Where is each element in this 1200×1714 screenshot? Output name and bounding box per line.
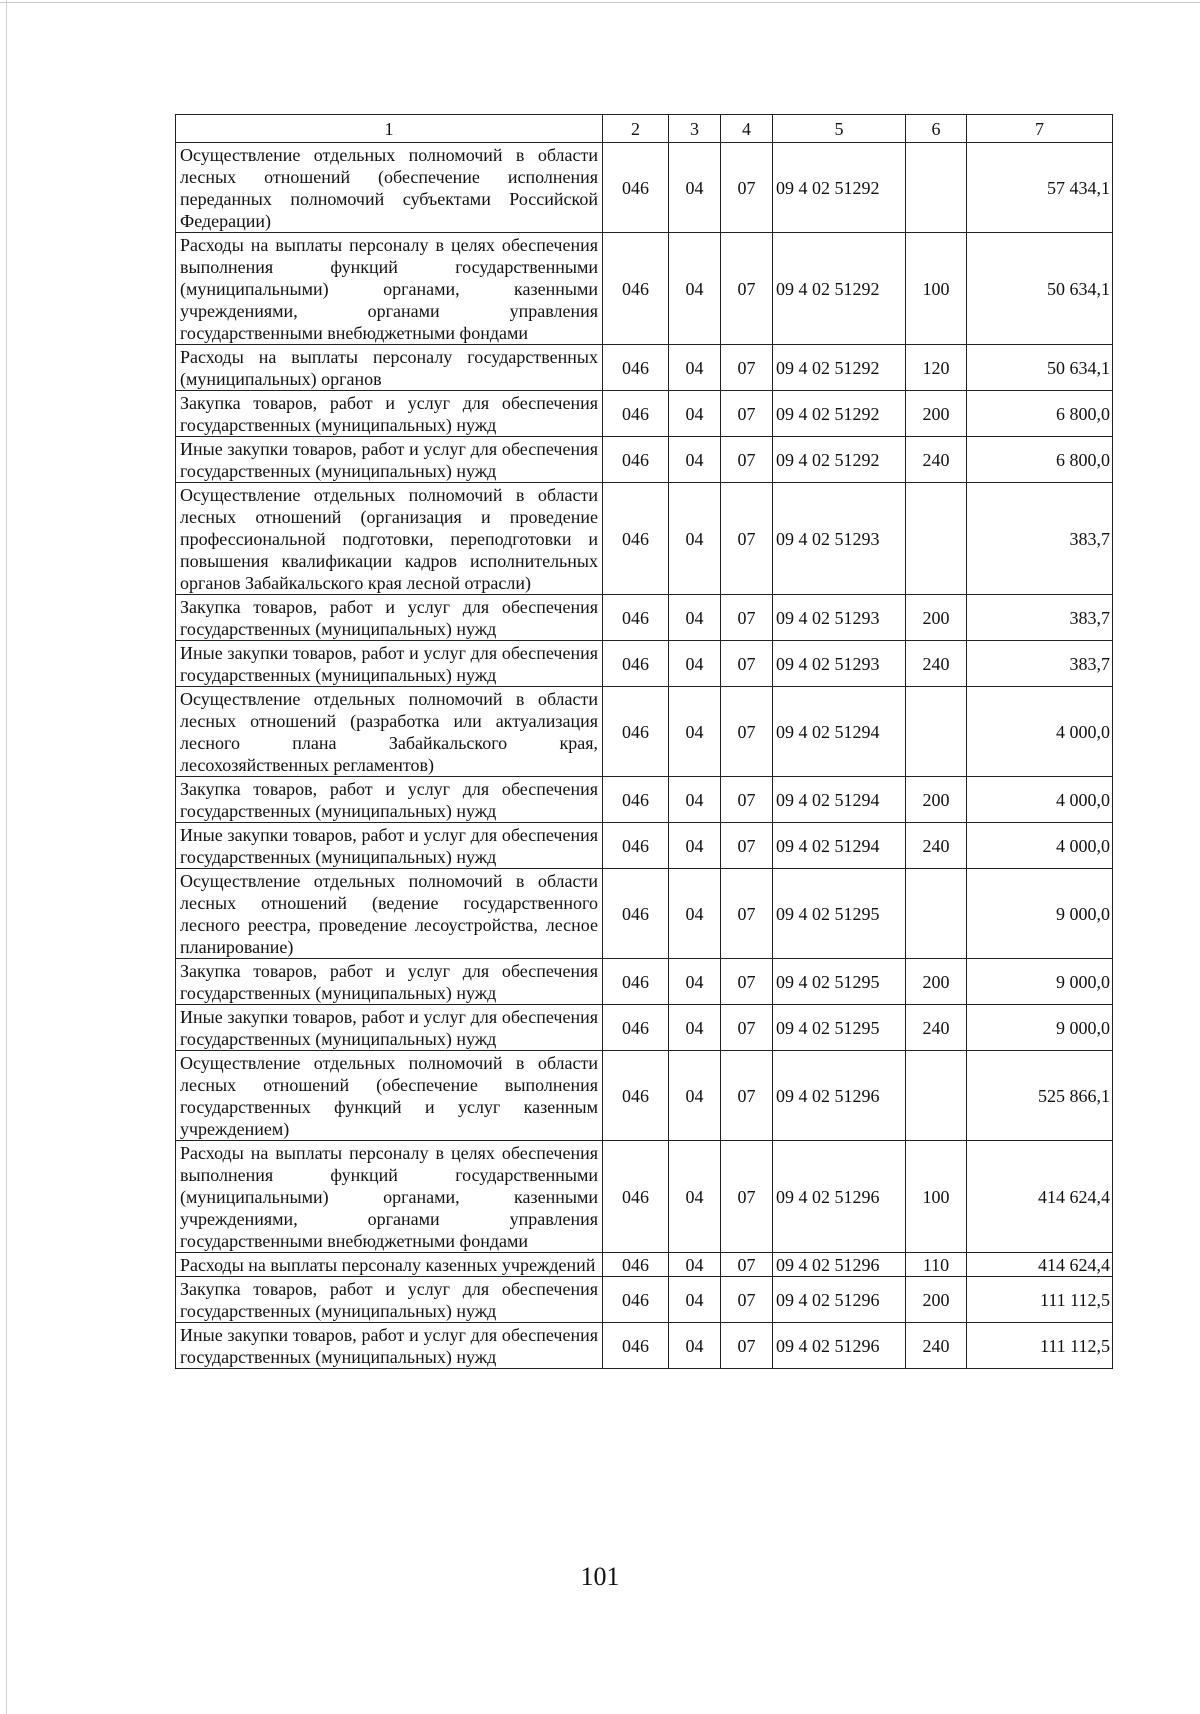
ministry-code-cell: 046 <box>603 777 669 823</box>
target-article-cell: 09 4 02 51296 <box>773 1141 906 1253</box>
section-code-cell: 04 <box>669 1141 721 1253</box>
target-article-cell: 09 4 02 51294 <box>773 687 906 777</box>
section-code-cell: 04 <box>669 869 721 959</box>
expense-type-cell: 240 <box>906 641 967 687</box>
subsection-code-cell: 07 <box>721 595 773 641</box>
amount-cell: 6 800,0 <box>967 391 1113 437</box>
amount-cell: 414 624,4 <box>967 1141 1113 1253</box>
expense-name-cell: Осуществление отдельных полномочий в области лесных отношений (разработка или актуализация лесного плана Забайкальского края, лесохозяйственных регламентов) <box>176 687 603 777</box>
expense-type-cell: 200 <box>906 959 967 1005</box>
section-code-cell: 04 <box>669 777 721 823</box>
expense-type-cell <box>906 687 967 777</box>
section-code-cell: 04 <box>669 233 721 345</box>
amount-cell: 525 866,1 <box>967 1051 1113 1141</box>
header-col-6: 6 <box>906 115 967 143</box>
table-row <box>176 1005 1113 1051</box>
expense-type-cell: 120 <box>906 345 967 391</box>
expense-type-cell: 240 <box>906 1005 967 1051</box>
expense-type-cell: 110 <box>906 1253 967 1277</box>
target-article-cell: 09 4 02 51293 <box>773 641 906 687</box>
table-row <box>176 869 1113 959</box>
expense-name-cell: Иные закупки товаров, работ и услуг для обеспечения государственных (муниципальных) нужд <box>176 1323 603 1369</box>
ministry-code-cell: 046 <box>603 595 669 641</box>
subsection-code-cell: 07 <box>721 869 773 959</box>
header-col-1: 1 <box>176 115 603 143</box>
ministry-code-cell: 046 <box>603 1051 669 1141</box>
expense-type-cell: 240 <box>906 437 967 483</box>
ministry-code-cell: 046 <box>603 391 669 437</box>
expense-name-cell: Иные закупки товаров, работ и услуг для обеспечения государственных (муниципальных) нужд <box>176 641 603 687</box>
subsection-code-cell: 07 <box>721 687 773 777</box>
amount-cell: 50 634,1 <box>967 233 1113 345</box>
subsection-code-cell: 07 <box>721 641 773 687</box>
ministry-code-cell: 046 <box>603 1323 669 1369</box>
ministry-code-cell: 046 <box>603 1277 669 1323</box>
expense-type-cell: 240 <box>906 823 967 869</box>
ministry-code-cell: 046 <box>603 1005 669 1051</box>
subsection-code-cell: 07 <box>721 1277 773 1323</box>
table-body <box>176 115 1113 1369</box>
table-row <box>176 687 1113 777</box>
amount-cell: 383,7 <box>967 641 1113 687</box>
target-article-cell: 09 4 02 51292 <box>773 143 906 233</box>
expense-name-cell: Иные закупки товаров, работ и услуг для обеспечения государственных (муниципальных) нужд <box>176 437 603 483</box>
table-row <box>176 1323 1113 1369</box>
ministry-code-cell: 046 <box>603 143 669 233</box>
section-code-cell: 04 <box>669 687 721 777</box>
expense-type-cell: 200 <box>906 391 967 437</box>
target-article-cell: 09 4 02 51292 <box>773 437 906 483</box>
table-row <box>176 391 1113 437</box>
page-number: 101 <box>580 1562 620 1591</box>
target-article-cell: 09 4 02 51292 <box>773 233 906 345</box>
table-row <box>176 1253 1113 1277</box>
subsection-code-cell: 07 <box>721 959 773 1005</box>
table-row <box>176 959 1113 1005</box>
amount-cell: 57 434,1 <box>967 143 1113 233</box>
amount-cell: 9 000,0 <box>967 869 1113 959</box>
header-col-5: 5 <box>773 115 906 143</box>
subsection-code-cell: 07 <box>721 1051 773 1141</box>
amount-cell: 383,7 <box>967 595 1113 641</box>
expense-name-cell: Расходы на выплаты персоналу в целях обеспечения выполнения функций государственными (муниципальными) органами, казенными учреждениями, органами управления государственными внебюджетными фондами <box>176 233 603 345</box>
expense-type-cell <box>906 869 967 959</box>
section-code-cell: 04 <box>669 1005 721 1051</box>
table-row <box>176 483 1113 595</box>
section-code-cell: 04 <box>669 391 721 437</box>
ministry-code-cell: 046 <box>603 1141 669 1253</box>
subsection-code-cell: 07 <box>721 391 773 437</box>
header-col-4: 4 <box>721 115 773 143</box>
table-row <box>176 823 1113 869</box>
section-code-cell: 04 <box>669 595 721 641</box>
table-row <box>176 143 1113 233</box>
ministry-code-cell: 046 <box>603 869 669 959</box>
expense-type-cell <box>906 143 967 233</box>
table-row <box>176 1051 1113 1141</box>
ministry-code-cell: 046 <box>603 959 669 1005</box>
subsection-code-cell: 07 <box>721 437 773 483</box>
expense-name-cell: Закупка товаров, работ и услуг для обеспечения государственных (муниципальных) нужд <box>176 595 603 641</box>
header-row <box>176 115 1113 143</box>
section-code-cell: 04 <box>669 437 721 483</box>
expense-name-cell: Осуществление отдельных полномочий в области лесных отношений (обеспечение исполнения переданных полномочий субъектами Российской Федерации) <box>176 143 603 233</box>
target-article-cell: 09 4 02 51293 <box>773 483 906 595</box>
expense-name-cell: Осуществление отдельных полномочий в области лесных отношений (организация и проведение профессиональной подготовки, переподготовки и повышения квалификации кадров исполнительных органов Забайкальского края лесной отрасли) <box>176 483 603 595</box>
ministry-code-cell: 046 <box>603 437 669 483</box>
section-code-cell: 04 <box>669 641 721 687</box>
section-code-cell: 04 <box>669 143 721 233</box>
expense-name-cell: Расходы на выплаты персоналу в целях обеспечения выполнения функций государственными (муниципальными) органами, казенными учреждениями, органами управления государственными внебюджетными фондами <box>176 1141 603 1253</box>
section-code-cell: 04 <box>669 959 721 1005</box>
table-row <box>176 595 1113 641</box>
target-article-cell: 09 4 02 51292 <box>773 391 906 437</box>
amount-cell: 383,7 <box>967 483 1113 595</box>
target-article-cell: 09 4 02 51292 <box>773 345 906 391</box>
section-code-cell: 04 <box>669 345 721 391</box>
subsection-code-cell: 07 <box>721 1323 773 1369</box>
expense-name-cell: Закупка товаров, работ и услуг для обеспечения государственных (муниципальных) нужд <box>176 777 603 823</box>
target-article-cell: 09 4 02 51295 <box>773 1005 906 1051</box>
table-row <box>176 345 1113 391</box>
expense-name-cell: Закупка товаров, работ и услуг для обеспечения государственных (муниципальных) нужд <box>176 391 603 437</box>
ministry-code-cell: 046 <box>603 687 669 777</box>
table-row <box>176 641 1113 687</box>
scan-edge-top <box>0 2 1200 3</box>
expense-name-cell: Расходы на выплаты персоналу казенных учреждений <box>176 1253 603 1277</box>
section-code-cell: 04 <box>669 1051 721 1141</box>
subsection-code-cell: 07 <box>721 777 773 823</box>
target-article-cell: 09 4 02 51296 <box>773 1051 906 1141</box>
header-col-3: 3 <box>669 115 721 143</box>
amount-cell: 4 000,0 <box>967 823 1113 869</box>
amount-cell: 9 000,0 <box>967 959 1113 1005</box>
amount-cell: 414 624,4 <box>967 1253 1113 1277</box>
amount-cell: 4 000,0 <box>967 687 1113 777</box>
section-code-cell: 04 <box>669 1253 721 1277</box>
target-article-cell: 09 4 02 51296 <box>773 1323 906 1369</box>
section-code-cell: 04 <box>669 483 721 595</box>
subsection-code-cell: 07 <box>721 345 773 391</box>
expense-name-cell: Закупка товаров, работ и услуг для обеспечения государственных (муниципальных) нужд <box>176 1277 603 1323</box>
ministry-code-cell: 046 <box>603 345 669 391</box>
expense-type-cell <box>906 483 967 595</box>
ministry-code-cell: 046 <box>603 483 669 595</box>
expense-name-cell: Осуществление отдельных полномочий в области лесных отношений (обеспечение выполнения государственных функций и услуг казенным учреждением) <box>176 1051 603 1141</box>
ministry-code-cell: 046 <box>603 823 669 869</box>
table-row <box>176 777 1113 823</box>
target-article-cell: 09 4 02 51294 <box>773 823 906 869</box>
expense-type-cell: 200 <box>906 595 967 641</box>
subsection-code-cell: 07 <box>721 143 773 233</box>
table-row <box>176 437 1113 483</box>
expense-type-cell: 100 <box>906 233 967 345</box>
target-article-cell: 09 4 02 51295 <box>773 869 906 959</box>
section-code-cell: 04 <box>669 1323 721 1369</box>
amount-cell: 50 634,1 <box>967 345 1113 391</box>
subsection-code-cell: 07 <box>721 1141 773 1253</box>
expense-type-cell: 100 <box>906 1141 967 1253</box>
target-article-cell: 09 4 02 51296 <box>773 1277 906 1323</box>
amount-cell: 9 000,0 <box>967 1005 1113 1051</box>
expense-name-cell: Иные закупки товаров, работ и услуг для обеспечения государственных (муниципальных) нужд <box>176 1005 603 1051</box>
header-col-2: 2 <box>603 115 669 143</box>
scan-edge-left <box>6 0 7 1714</box>
subsection-code-cell: 07 <box>721 483 773 595</box>
expense-name-cell: Осуществление отдельных полномочий в области лесных отношений (ведение государственного лесного реестра, проведение лесоустройства, лесное планирование) <box>176 869 603 959</box>
target-article-cell: 09 4 02 51294 <box>773 777 906 823</box>
budget-table <box>175 114 1113 1369</box>
table-row <box>176 233 1113 345</box>
expense-type-cell: 200 <box>906 1277 967 1323</box>
table-row <box>176 1277 1113 1323</box>
subsection-code-cell: 07 <box>721 823 773 869</box>
amount-cell: 111 112,5 <box>967 1323 1113 1369</box>
amount-cell: 111 112,5 <box>967 1277 1113 1323</box>
table-row <box>176 1141 1113 1253</box>
ministry-code-cell: 046 <box>603 1253 669 1277</box>
expense-name-cell: Закупка товаров, работ и услуг для обеспечения государственных (муниципальных) нужд <box>176 959 603 1005</box>
subsection-code-cell: 07 <box>721 1005 773 1051</box>
subsection-code-cell: 07 <box>721 233 773 345</box>
subsection-code-cell: 07 <box>721 1253 773 1277</box>
expense-name-cell: Иные закупки товаров, работ и услуг для обеспечения государственных (муниципальных) нужд <box>176 823 603 869</box>
target-article-cell: 09 4 02 51296 <box>773 1253 906 1277</box>
expense-type-cell <box>906 1051 967 1141</box>
expense-name-cell: Расходы на выплаты персоналу государственных (муниципальных) органов <box>176 345 603 391</box>
ministry-code-cell: 046 <box>603 233 669 345</box>
section-code-cell: 04 <box>669 823 721 869</box>
section-code-cell: 04 <box>669 1277 721 1323</box>
amount-cell: 6 800,0 <box>967 437 1113 483</box>
header-col-7: 7 <box>967 115 1113 143</box>
target-article-cell: 09 4 02 51293 <box>773 595 906 641</box>
target-article-cell: 09 4 02 51295 <box>773 959 906 1005</box>
expense-type-cell: 200 <box>906 777 967 823</box>
ministry-code-cell: 046 <box>603 641 669 687</box>
expense-type-cell: 240 <box>906 1323 967 1369</box>
amount-cell: 4 000,0 <box>967 777 1113 823</box>
